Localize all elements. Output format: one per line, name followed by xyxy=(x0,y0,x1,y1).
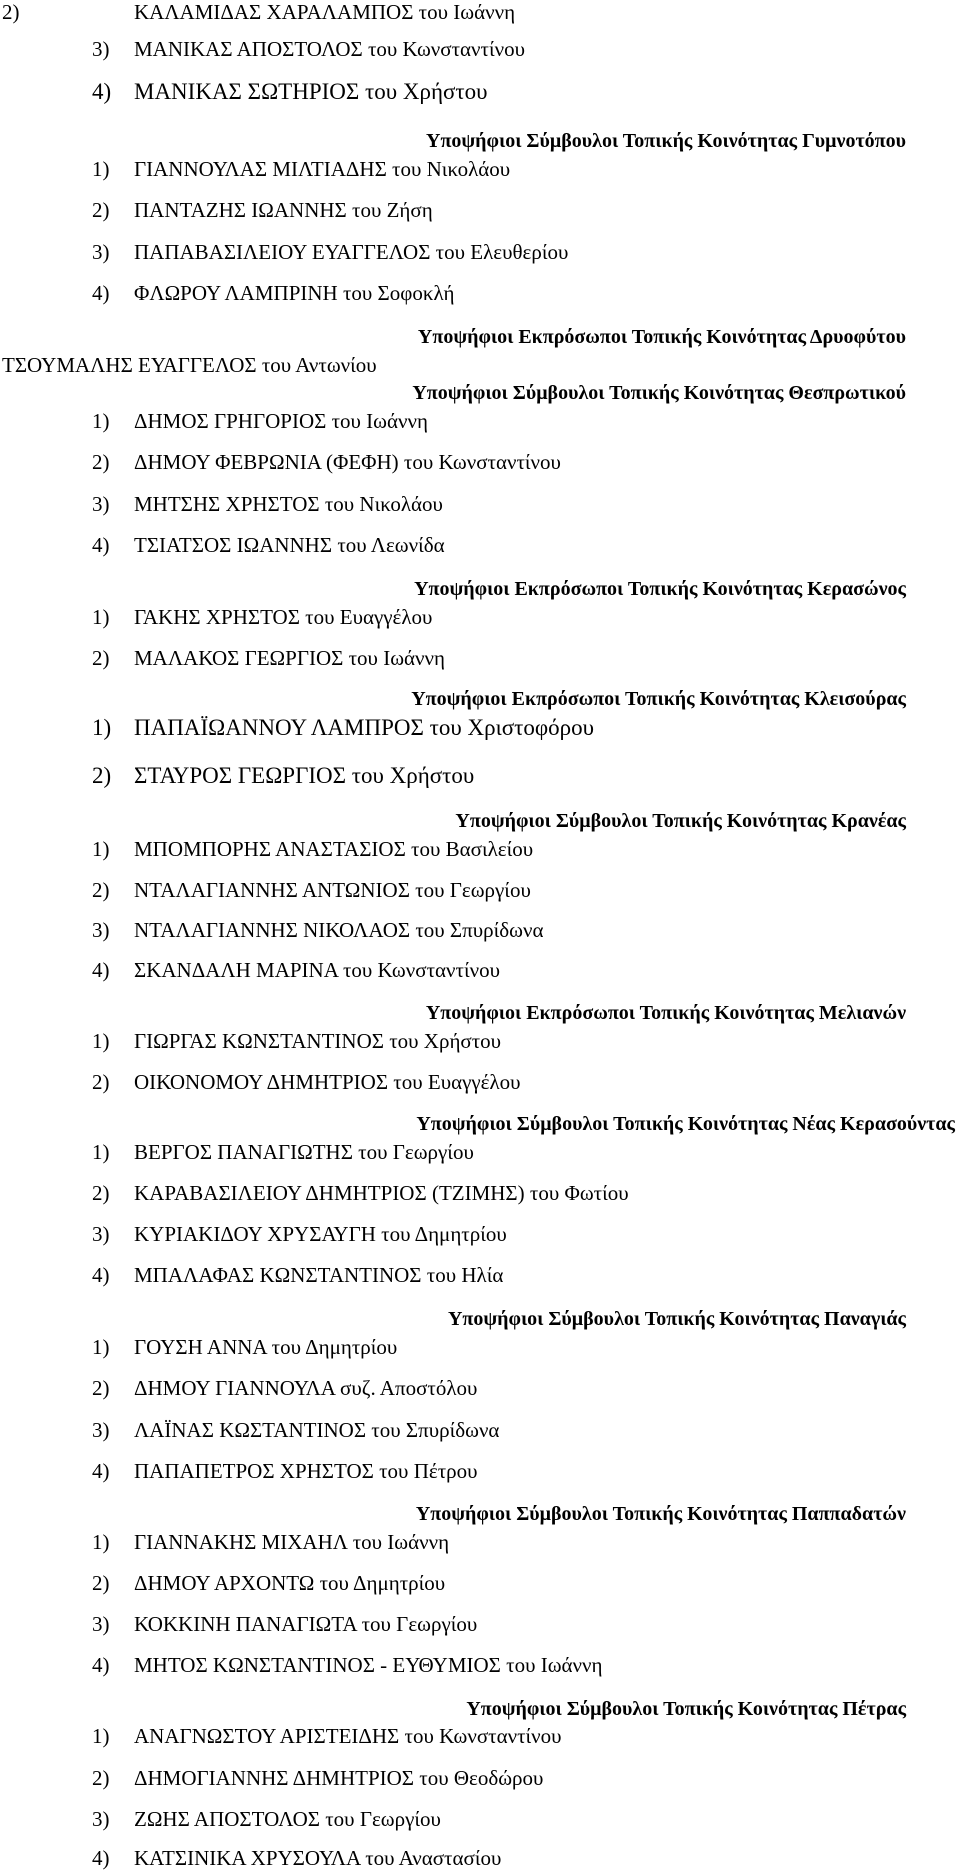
section-heading: Υποψήφιοι Εκπρόσωποι Τοπικής Κοινότητας Κερασώνος xyxy=(414,578,906,600)
list-item xyxy=(0,1653,960,1679)
item-number: 3) xyxy=(92,918,110,942)
item-number: 1) xyxy=(92,1724,110,1748)
list-item xyxy=(0,1530,960,1556)
list-item xyxy=(0,1418,960,1444)
list-item xyxy=(0,1222,960,1248)
section-heading: Υποψήφιοι Σύμβουλοι Τοπικής Κοινότητας Παναγιάς xyxy=(447,1308,906,1330)
item-name: ΚΑΤΣΙΝΙΚΑ ΧΡΥΣΟΥΛΑ του Αναστασίου xyxy=(134,1846,502,1870)
item-number: 2) xyxy=(92,1766,110,1790)
item-name: ΔΗΜΟΥ ΓΙΑΝΝΟΥΛΑ συζ. Αποστόλου xyxy=(134,1376,478,1400)
list-item xyxy=(0,281,960,307)
item-number: 2) xyxy=(92,450,110,474)
item-number: 1) xyxy=(92,1029,110,1053)
item-number: 1) xyxy=(92,715,112,740)
list-item xyxy=(0,1807,960,1833)
item-number: 2) xyxy=(92,1376,110,1400)
list-item xyxy=(0,198,960,224)
item-number: 4) xyxy=(92,1846,110,1870)
item-name: ΔΗΜΟΥ ΦΕΒΡΩΝΙΑ (ΦΕΦΗ) του Κωνσταντίνου xyxy=(134,450,561,474)
item-number: 2) xyxy=(92,878,110,902)
list-item xyxy=(0,37,960,63)
item-number: 1) xyxy=(92,409,110,433)
item-name: ΝΤΑΛΑΓΙΑΝΝΗΣ ΝΙΚΟΛΑΟΣ του Σπυρίδωνα xyxy=(134,918,544,942)
list-item xyxy=(0,1724,960,1750)
item-number: 4) xyxy=(92,958,110,982)
list-item xyxy=(0,533,960,559)
section-heading: Υποψήφιοι Σύμβουλοι Τοπικής Κοινότητας Κρανέας xyxy=(455,810,906,832)
list-item xyxy=(0,157,960,183)
list-item xyxy=(0,958,960,984)
item-name: ΚΟΚΚΙΝΗ ΠΑΝΑΓΙΩΤΑ του Γεωργίου xyxy=(134,1612,478,1636)
list-item: ΤΣΟΥΜΑΛΗΣ ΕΥΑΓΓΕΛΟΣ του Αντωνίου xyxy=(2,353,377,377)
item-number: 2) xyxy=(92,1571,110,1595)
list-item xyxy=(0,240,960,266)
item-name: ΓΙΩΡΓΑΣ ΚΩΝΣΤΑΝΤΙΝΟΣ του Χρήστου xyxy=(134,1029,502,1053)
item-name: ΠΑΠΑΠΕΤΡΟΣ ΧΡΗΣΤΟΣ του Πέτρου xyxy=(134,1459,478,1483)
item-number: 3) xyxy=(92,1612,110,1636)
list-item xyxy=(0,0,960,26)
item-name: ΜΠΑΛΑΦΑΣ ΚΩΝΣΤΑΝΤΙΝΟΣ του Ηλία xyxy=(134,1263,504,1287)
list-item xyxy=(0,492,960,518)
item-name: ΜΑΝΙΚΑΣ ΣΩΤΗΡΙΟΣ του Χρήστου xyxy=(134,79,488,104)
list-item xyxy=(0,878,960,904)
list-item xyxy=(0,1612,960,1638)
list-item xyxy=(0,1846,960,1872)
item-number: 4) xyxy=(92,281,110,305)
item-name: ΜΠΟΜΠΟΡΗΣ ΑΝΑΣΤΑΣΙΟΣ του Βασιλείου xyxy=(134,837,534,861)
item-name: ΝΤΑΛΑΓΙΑΝΝΗΣ ΑΝΤΩΝΙΟΣ του Γεωργίου xyxy=(134,878,531,902)
item-number: 4) xyxy=(92,1653,110,1677)
item-name: ΚΥΡΙΑΚΙΔΟΥ ΧΡΥΣΑΥΓΗ του Δημητρίου xyxy=(134,1222,507,1246)
item-name: ΜΑΝΙΚΑΣ ΑΠΟΣΤΟΛΟΣ του Κωνσταντίνου xyxy=(134,37,526,61)
item-number: 2) xyxy=(92,763,112,788)
item-name: ΣΤΑΥΡΟΣ ΓΕΩΡΓΙΟΣ του Χρήστου xyxy=(134,763,475,788)
item-number: 1) xyxy=(92,1335,110,1359)
item-name: ΤΣΙΑΤΣΟΣ ΙΩΑΝΝΗΣ του Λεωνίδα xyxy=(134,533,445,557)
item-name: ΒΕΡΓΟΣ ΠΑΝΑΓΙΩΤΗΣ του Γεωργίου xyxy=(134,1140,474,1164)
list-item xyxy=(0,605,960,631)
list-item xyxy=(0,1070,960,1096)
list-item xyxy=(0,1140,960,1166)
item-number: 1) xyxy=(92,157,110,181)
section-heading: Υποψήφιοι Σύμβουλοι Τοπικής Κοινότητας Γυμνοτόπου xyxy=(426,130,906,152)
list-item xyxy=(0,1263,960,1289)
item-name: ΦΛΩΡΟΥ ΛΑΜΠΡΙΝΗ του Σοφοκλή xyxy=(134,281,455,305)
list-item xyxy=(0,763,960,791)
item-number: 2) xyxy=(92,1070,110,1094)
item-number: 2) xyxy=(2,0,20,24)
list-item xyxy=(0,450,960,476)
item-number: 4) xyxy=(92,1263,110,1287)
list-item xyxy=(0,1571,960,1597)
item-number: 3) xyxy=(92,492,110,516)
item-name: ΠΑΠΑΒΑΣΙΛΕΙΟΥ ΕΥΑΓΓΕΛΟΣ του Ελευθερίου xyxy=(134,240,569,264)
item-name: ΖΩΗΣ ΑΠΟΣΤΟΛΟΣ του Γεωργίου xyxy=(134,1807,441,1831)
item-number: 1) xyxy=(92,605,110,629)
item-name: ΓΑΚΗΣ ΧΡΗΣΤΟΣ του Ευαγγέλου xyxy=(134,605,433,629)
item-number: 3) xyxy=(92,1418,110,1442)
item-number: 3) xyxy=(92,1222,110,1246)
item-number: 3) xyxy=(92,37,110,61)
list-item xyxy=(0,918,960,944)
item-number: 2) xyxy=(92,646,110,670)
item-name: ΠΑΠΑΪΩΑΝΝΟΥ ΛΑΜΠΡΟΣ του Χριστοφόρου xyxy=(134,715,595,740)
item-name: ΓΙΑΝΝΟΥΛΑΣ ΜΙΛΤΙΑΔΗΣ του Νικολάου xyxy=(134,157,511,181)
section-heading: Υποψήφιοι Σύμβουλοι Τοπικής Κοινότητας Παππαδατών xyxy=(415,1503,906,1525)
item-name: ΑΝΑΓΝΩΣΤΟΥ ΑΡΙΣΤΕΙΔΗΣ του Κωνσταντίνου xyxy=(134,1724,562,1748)
section-heading: Υποψήφιοι Εκπρόσωποι Τοπικής Κοινότητας Κλεισούρας xyxy=(411,688,906,710)
list-item xyxy=(0,1181,960,1207)
list-item xyxy=(0,1766,960,1792)
section-heading: Υποψήφιοι Σύμβουλοι Τοπικής Κοινότητας Νέας Κερασούντας xyxy=(416,1113,955,1135)
item-name: ΔΗΜΟΥ ΑΡΧΟΝΤΩ του Δημητρίου xyxy=(134,1571,446,1595)
list-item xyxy=(0,1335,960,1361)
list-item xyxy=(0,646,960,672)
item-number: 2) xyxy=(92,1181,110,1205)
item-number: 4) xyxy=(92,533,110,557)
list-item xyxy=(0,837,960,863)
item-name: ΜΑΛΑΚΟΣ ΓΕΩΡΓΙΟΣ του Ιωάννη xyxy=(134,646,445,670)
item-number: 3) xyxy=(92,1807,110,1831)
item-number: 1) xyxy=(92,1140,110,1164)
item-number: 2) xyxy=(92,198,110,222)
list-item xyxy=(0,1459,960,1485)
item-number: 1) xyxy=(92,837,110,861)
item-name: ΣΚΑΝΔΑΛΗ ΜΑΡΙΝΑ του Κωνσταντίνου xyxy=(134,958,500,982)
item-number: 3) xyxy=(92,240,110,264)
item-name: ΓΟΥΣΗ ΑΝΝΑ του Δημητρίου xyxy=(134,1335,398,1359)
section-heading: Υποψήφιοι Εκπρόσωποι Τοπικής Κοινότητας Μελιανών xyxy=(425,1002,906,1024)
item-name: ΜΗΤΣΗΣ ΧΡΗΣΤΟΣ του Νικολάου xyxy=(134,492,443,516)
item-number: 4) xyxy=(92,1459,110,1483)
list-item xyxy=(0,79,960,107)
item-name: ΔΗΜΟΣ ΓΡΗΓΟΡΙΟΣ του Ιωάννη xyxy=(134,409,428,433)
section-heading: Υποψήφιοι Σύμβουλοι Τοπικής Κοινότητας Θεσπρωτικού xyxy=(412,382,906,404)
item-name: ΜΗΤΟΣ ΚΩΝΣΤΑΝΤΙΝΟΣ - ΕΥΘΥΜΙΟΣ του Ιωάννη xyxy=(134,1653,603,1677)
item-name: ΚΑΛΑΜΙΔΑΣ ΧΑΡΑΛΑΜΠΟΣ του Ιωάννη xyxy=(134,0,516,24)
list-item xyxy=(0,1029,960,1055)
item-name: ΛΑΪΝΑΣ ΚΩΣΤΑΝΤΙΝΟΣ του Σπυρίδωνα xyxy=(134,1418,500,1442)
list-item xyxy=(0,715,960,743)
item-name: ΟΙΚΟΝΟΜΟΥ ΔΗΜΗΤΡΙΟΣ του Ευαγγέλου xyxy=(134,1070,521,1094)
list-item xyxy=(0,409,960,435)
item-number: 1) xyxy=(92,1530,110,1554)
item-number: 4) xyxy=(92,79,112,104)
section-heading: Υποψήφιοι Σύμβουλοι Τοπικής Κοινότητας Πέτρας xyxy=(466,1698,906,1720)
item-name: ΠΑΝΤΑΖΗΣ ΙΩΑΝΝΗΣ του Ζήση xyxy=(134,198,433,222)
item-name: ΔΗΜΟΓΙΑΝΝΗΣ ΔΗΜΗΤΡΙΟΣ του Θεοδώρου xyxy=(134,1766,544,1790)
section-heading: Υποψήφιοι Εκπρόσωποι Τοπικής Κοινότητας Δρυοφύτου xyxy=(417,326,906,348)
item-name: ΚΑΡΑΒΑΣΙΛΕΙΟΥ ΔΗΜΗΤΡΙΟΣ (ΤΖΙΜΗΣ) του Φωτίου xyxy=(134,1181,629,1205)
item-name: ΓΙΑΝΝΑΚΗΣ ΜΙΧΑΗΛ του Ιωάννη xyxy=(134,1530,450,1554)
list-item xyxy=(0,1376,960,1402)
